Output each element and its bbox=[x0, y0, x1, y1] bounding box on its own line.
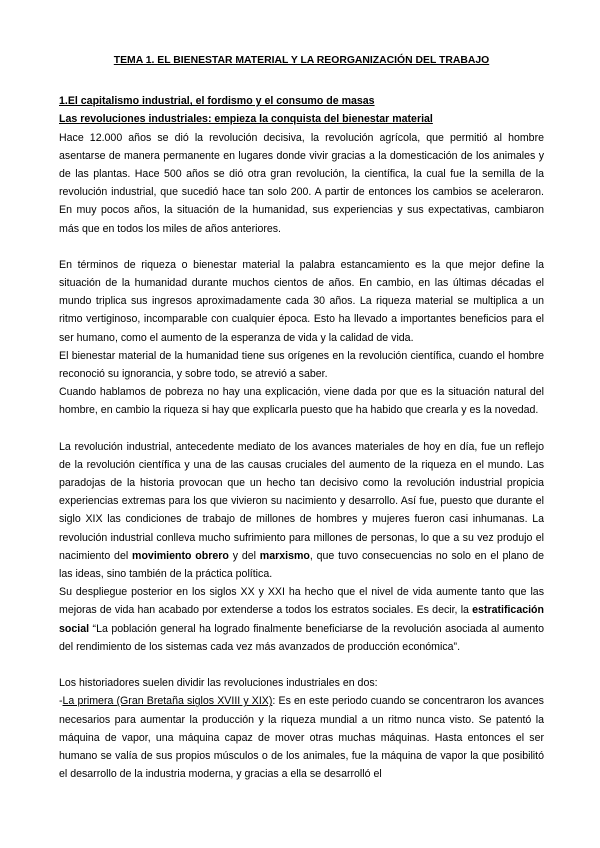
section-heading: 1.El capitalismo industrial, el fordismo y el consumo de masas bbox=[59, 95, 375, 108]
document-title: TEMA 1. EL BIENESTAR MATERIAL Y LA REORGANIZACIÓN DEL TRABAJO bbox=[113, 55, 490, 66]
paragraph-2: En términos de riqueza o bienestar material la palabra estancamiento es la que mejor define la situación de la humanidad durante muchos cientos de años. En cambio, en las últimas décadas el mundo triplica sus ingresos aproximadamente cada 30 años. La riqueza material se multiplica a un ritmo vertiginoso, incomparable con cualquier época. Esto ha llevado a importantes beneficios para el ser humano, como el aumento de la esperanza de vida y la calidad de vida. bbox=[59, 258, 544, 344]
paragraph-gap bbox=[59, 238, 544, 256]
paragraph-6-text-a: Su despliegue posterior en los siglos XX y XXI ha hecho que el nivel de vida aumente tanto que las mejoras de vida han acabado por extenderse a todos los estratos sociales. Es decir, la bbox=[59, 586, 544, 617]
term-estratificacion-social: estratificación social bbox=[59, 604, 544, 635]
paragraph-gap bbox=[59, 656, 544, 674]
paragraph-5-text-c: , que tuvo consecuencias no solo en el plano de las ideas, sino también de la práctica política. bbox=[59, 549, 544, 581]
paragraph-4: Cuando hablamos de pobreza no hay una explicación, viene dada por que es la situación natural del hombre, en cambio la riqueza si hay que explicarla puesto que ha habido que crearla y es la novedad. bbox=[59, 386, 544, 417]
paragraph-1: Hace 12.000 años se dió la revolución decisiva, la revolución agrícola, que permitió al hombre asentarse de manera permanente en lugares donde vivir gracias a la domesticación de los animales y de las plantas. Hace 500 años se dió otra gran revolución, la científica, la cual fue la semilla de la revolución industrial, que sucedió hace tan solo 200. A partir de entonces los cambios se aceleraron. En muy pocos años, la situación de la humanidad, sus experiencias y sus expectativas, cambiaron más que en todos los miles de años anteriores. bbox=[59, 131, 544, 235]
paragraph-gap bbox=[59, 420, 544, 438]
paragraph-8-text: : Es en este periodo cuando se concentraron los avances necesarios para aumentar la producción y la riqueza mundial a un ritmo nunca visto. Se patentó la máquina de vapor, una máquina capaz de mover otras muchas máquinas. Hasta entonces el ser humano se valía de sus propios músculos o de los animales, fue la máquina de vapor la que posibilitó el desarrollo de la industria moderna, y gracias a ella se desarrolló el bbox=[59, 695, 544, 781]
paragraph-5-text-a: La revolución industrial, antecedente mediato de los avances materiales de hoy en día, fue un reflejo de la revolución científica y una de las causas cruciales del aumento de la riqueza en el mundo. Las paradojas de la historia provocan que un hecho tan decisivo como la revolución industrial propicia experiencias extremas para los que vivieron su nacimiento y desarrollo. Así fue, puesto que durante el siglo XIX las condiciones de trabajo de millones de hombres y mujeres fueron casi inhumanas. La revolución industrial conlleva mucho sufrimiento para millones de personas, lo que a su vez produjo el nacimiento del bbox=[59, 440, 544, 562]
paragraph-5-text-b: y del bbox=[228, 549, 260, 562]
paragraph-7: Los historiadores suelen dividir las revoluciones industriales en dos: bbox=[59, 677, 378, 690]
term-movimiento-obrero: movimiento obrero bbox=[132, 549, 229, 562]
section-subheading: Las revoluciones industriales: empieza la conquista del bienestar material bbox=[59, 113, 433, 126]
term-marxismo: marxismo bbox=[259, 549, 310, 562]
first-revolution-label: La primera (Gran Bretaña siglos XVIII y XIX) bbox=[62, 695, 273, 708]
paragraph-5 bbox=[59, 438, 544, 584]
paragraph-6 bbox=[59, 583, 544, 656]
paragraph-8 bbox=[59, 692, 544, 783]
paragraph-6-text-b: “La población general ha logrado finalmente beneficiarse de la revolución asociada al aumento del rendimiento de los sistemas cada vez más avanzados de producción económica”. bbox=[59, 622, 544, 653]
list-dash: - bbox=[59, 695, 63, 708]
paragraph-3: El bienestar material de la humanidad tiene sus orígenes en la revolución científica, cuando el hombre reconoció su ignorancia, y sobre todo, se atrevió a saber. bbox=[59, 349, 544, 381]
